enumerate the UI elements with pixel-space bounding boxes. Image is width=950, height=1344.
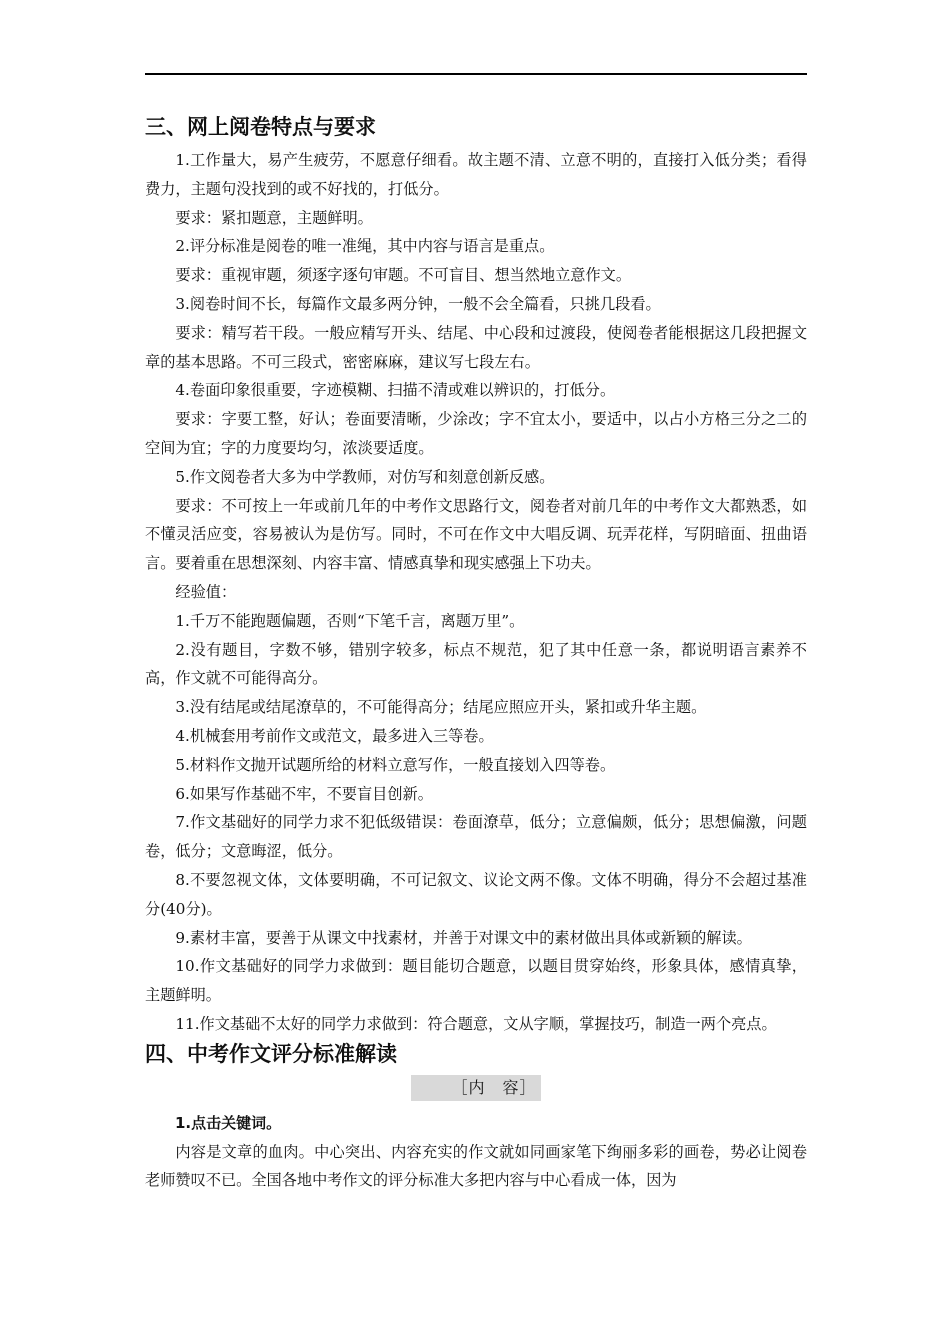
section-3-heading: 三、网上阅卷特点与要求 [145,115,376,139]
paragraph: 要求：字要工整，好认；卷面要清晰，少涂改；字不宜太小，要适中，以占小方格三分之二的空间为宜；字的力度要均匀，浓淡要适度。 [145,410,807,457]
paragraph: 1.千万不能跑题偏题，否则“下笔千言，离题万里”。 [175,611,525,630]
paragraph: 要求：精写若干段。一般应精写开头、结尾、中心段和过渡段，使阅卷者能根据这几段把握文章的基本思路。不可三段式，密密麻麻，建议写七段左右。 [145,323,807,371]
content-tag-row [145,1073,807,1109]
paragraph: 9.素材丰富，要善于从课文中找素材，并善于对课文中的素材做出具体或新颖的解读。 [175,928,752,947]
paragraph: 经验值： [175,582,237,601]
paragraph: 11.作文基础不太好的同学力求做到：符合题意，文从字顺，掌握技巧，制造一两个亮点。 [175,1014,777,1033]
document-body [145,112,807,1195]
content-tag: ［内 容］ [411,1075,540,1101]
paragraph: 1.工作量大，易产生疲劳，不愿意仔细看。故主题不清、立意不明的，直接打入低分类；看得费力，主题句没找到的或不好找的，打低分。 [145,151,807,198]
paragraph: 3.阅卷时间不长，每篇作文最多两分钟，一般不会全篇看，只挑几段看。 [175,294,661,313]
paragraph: 要求：重视审题，须逐字逐句审题。不可盲目、想当然地立意作文。 [175,266,632,285]
paragraph: 5.作文阅卷者大多为中学教师，对仿写和刻意创新反感。 [175,467,555,486]
paragraph: 4.机械套用考前作文或范文，最多进入三等卷。 [175,726,494,745]
section-4-heading: 四、中考作文评分标准解读 [145,1041,397,1066]
subheading: 1.点击关键词。 [175,1113,282,1132]
paragraph: 2.没有题目，字数不够，错别字较多，标点不规范，犯了其中任意一条，都说明语言素养不高，作文就不可能得高分。 [145,640,807,688]
paragraph: 4.卷面印象很重要，字迹模糊、扫描不清或难以辨识的，打低分。 [175,381,616,400]
paragraph: 7.作文基础好的同学力求不犯低级错误：卷面潦草，低分；立意偏颇，低分；思想偏激，问题卷，低分；文意晦涩，低分。 [145,813,807,861]
paragraph: 3.没有结尾或结尾潦草的，不可能得高分；结尾应照应开头，紧扣或升华主题。 [175,698,707,717]
paragraph: 要求：不可按上一年或前几年的中考作文思路行文，阅卷者对前几年的中考作文大都熟悉，如不懂灵活应变，容易被认为是仿写。同时，不可在作文中大唱反调、玩弄花样，写阴暗面、扭曲语言。要着重在思想深刻、内容丰富、情感真挚和现实感强上下功夫。 [145,496,807,573]
section-3-body [145,146,807,1039]
header-rule [145,73,807,75]
paragraph: 5.材料作文抛开试题所给的材料立意写作，一般直接划入四等卷。 [175,755,616,774]
paragraph: 内容是文章的血肉。中心突出、内容充实的作文就如同画家笔下绚丽多彩的画卷，势必让阅卷老师赞叹不已。全国各地中考作文的评分标准大多把内容与中心看成一体，因为 [145,1142,807,1190]
paragraph: 6.如果写作基础不牢，不要盲目创新。 [175,784,433,803]
paragraph: 要求：紧扣题意，主题鲜明。 [175,208,373,227]
paragraph: 8.不要忽视文体，文体要明确，不可记叙文、议论文两不像。文体不明确，得分不会超过基准分(40分)。 [145,870,807,918]
paragraph: 10.作文基础好的同学力求做到：题目能切合题意，以题目贯穿始终，形象具体，感情真挚，主题鲜明。 [145,957,807,1005]
paragraph: 2.评分标准是阅卷的唯一准绳，其中内容与语言是重点。 [175,237,555,256]
